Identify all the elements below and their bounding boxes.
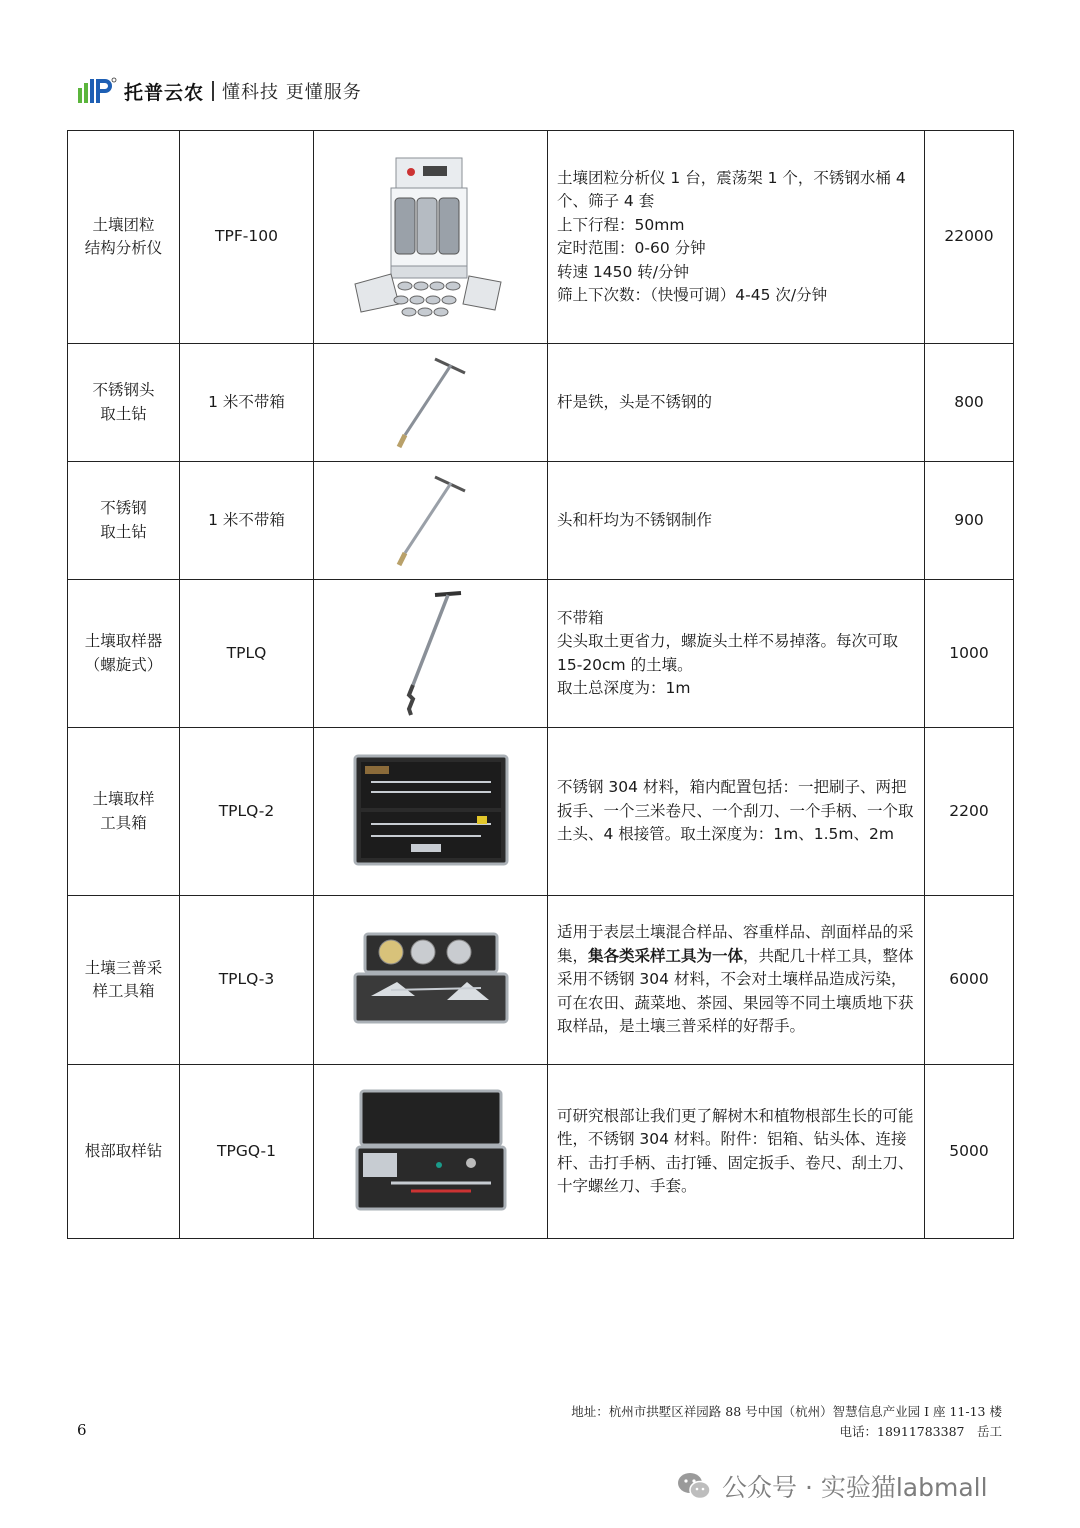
product-image-cell: [314, 131, 548, 344]
product-name-line: 样工具箱: [92, 982, 155, 1000]
product-name-cell: [68, 344, 180, 462]
page-number: 6: [77, 1421, 87, 1439]
product-name-line: 结构分析仪: [84, 239, 163, 257]
product-price: 22000: [925, 131, 1014, 344]
product-name-line: 取土钻: [100, 404, 147, 423]
table-row: [68, 728, 1014, 896]
description-text: 适用于表层土壤混合样品、容重样品、剖面样品的采集，: [557, 923, 914, 965]
product-name-line: 土壤团粒: [92, 215, 155, 234]
product-description-cell: [548, 344, 925, 462]
page-footer: [571, 1402, 1002, 1442]
product-description-cell: [548, 580, 925, 728]
product-image-cell: [314, 1065, 548, 1239]
description-text: ，共配几十样工具，整体采用不锈钢 304 材料，不会对土壤样品造成污染，可在农田、蔬菜地、茶园、果园等不同土壤质地下获取样品，是土壤三普采样的好帮手。: [557, 946, 914, 1036]
product-name-cell: [68, 580, 180, 728]
product-name-line: 土壤三普采: [84, 958, 163, 977]
product-price: 2200: [925, 728, 1014, 896]
product-name-line: 土壤取样器: [84, 632, 163, 650]
root-sampling-drill-image: [351, 1087, 511, 1217]
description-line: 土壤团粒分析仪 1 台，震荡架 1 个，不锈钢水桶 4 个、筛子 4 套: [557, 168, 906, 210]
product-name-cell: [68, 1065, 180, 1239]
product-model: 1 米不带箱: [180, 462, 314, 580]
product-name-cell: [68, 728, 180, 896]
product-description-cell: [548, 462, 925, 580]
product-name-line: （螺旋式）: [84, 655, 163, 674]
brand-slogan: 懂科技 更懂服务: [222, 82, 362, 103]
description-line: 筛上下次数：（快慢可调）4-45 次/分钟: [557, 286, 828, 304]
product-price: 6000: [925, 896, 1014, 1065]
product-model: TPLQ-3: [180, 896, 314, 1065]
product-price: 1000: [925, 580, 1014, 728]
wechat-watermark: [676, 1466, 988, 1506]
product-image-cell: [314, 344, 548, 462]
product-name-line: 土壤取样: [92, 790, 155, 808]
watermark-text: 公众号 · 实验猫labmall: [722, 1473, 988, 1502]
description-line: 取土总深度为：1m: [557, 679, 691, 697]
description-paragraph: [557, 921, 916, 1039]
table-row: [68, 1065, 1014, 1239]
product-name-cell: [68, 462, 180, 580]
product-description-cell: [548, 131, 925, 344]
product-price: 800: [925, 344, 1014, 462]
product-description-cell: [548, 728, 925, 896]
page-header: [76, 74, 362, 108]
description-line: 上下行程：50mm: [557, 215, 685, 234]
product-image-cell: [314, 580, 548, 728]
description-line: 不锈钢 304 材料，箱内配置包括：一把刷子、两把扳手、一个三米卷尺、一个刮刀、一个手柄、一个取土头、4 根接管。取土深度为：1m、1.5m、2m: [557, 778, 914, 844]
product-image-cell: [314, 462, 548, 580]
description-line: 定时范围：0-60 分钟: [557, 239, 706, 257]
t-handle-auger-image: [391, 355, 471, 451]
description-line: 转速 1450 转/分钟: [557, 262, 690, 281]
product-description-cell: [548, 1065, 925, 1239]
table-row: [68, 580, 1014, 728]
product-price: 5000: [925, 1065, 1014, 1239]
product-model: 1 米不带箱: [180, 344, 314, 462]
wechat-icon: [676, 1471, 712, 1501]
census-sampling-toolbox-image: [351, 930, 511, 1030]
table-row: [68, 131, 1014, 344]
t-handle-auger-image: [391, 473, 471, 569]
soil-aggregate-analyzer-image: [351, 152, 511, 322]
description-line: 尖头取土更省力，螺旋头土样不易掉落。每次可取 15-20cm 的土壤。: [557, 632, 899, 674]
product-name-line: 工具箱: [100, 813, 147, 832]
product-table: [67, 130, 1014, 1239]
footer-phone: 电话：18911783387 岳工: [839, 1424, 1002, 1439]
description-line: 杆是铁，头是不锈钢的: [557, 392, 713, 411]
product-image-cell: [314, 728, 548, 896]
description-line: 可研究根部让我们更了解树木和植物根部生长的可能性，不锈钢 304 材料。附件：铝箱、钻头体、连接杆、击打手柄、击打锤、固定扳手、卷尺、刮土刀、十字螺丝刀、手套。: [557, 1106, 914, 1195]
header-divider: [212, 81, 214, 101]
table-row: [68, 462, 1014, 580]
product-description-cell: [548, 896, 925, 1065]
product-model: TPLQ-2: [180, 728, 314, 896]
product-model: TPF-100: [180, 131, 314, 344]
table-row: [68, 896, 1014, 1065]
product-name-line: 根部取样钻: [84, 1141, 163, 1160]
product-model: TPLQ: [180, 580, 314, 728]
product-image-cell: [314, 896, 548, 1065]
spiral-soil-sampler-image: [391, 589, 471, 719]
sampling-toolbox-image: [351, 752, 511, 872]
product-name-cell: [68, 896, 180, 1065]
description-line: 不带箱: [557, 608, 604, 627]
tp-logo-icon: [76, 76, 118, 106]
brand-name: 托普云农: [124, 81, 205, 104]
description-line: 头和杆均为不锈钢制作: [557, 510, 713, 529]
description-highlight: 集各类采样工具为一体: [588, 946, 744, 965]
product-model: TPGQ-1: [180, 1065, 314, 1239]
table-row: [68, 344, 1014, 462]
product-name-line: 不锈钢头: [92, 381, 155, 399]
product-name-line: 取土钻: [100, 522, 147, 541]
product-name-cell: [68, 131, 180, 344]
product-price: 900: [925, 462, 1014, 580]
footer-address: 地址：杭州市拱墅区祥园路 88 号中国（杭州）智慧信息产业园 I 座 11-13 楼: [571, 1404, 1002, 1419]
product-name-line: 不锈钢: [100, 499, 147, 517]
